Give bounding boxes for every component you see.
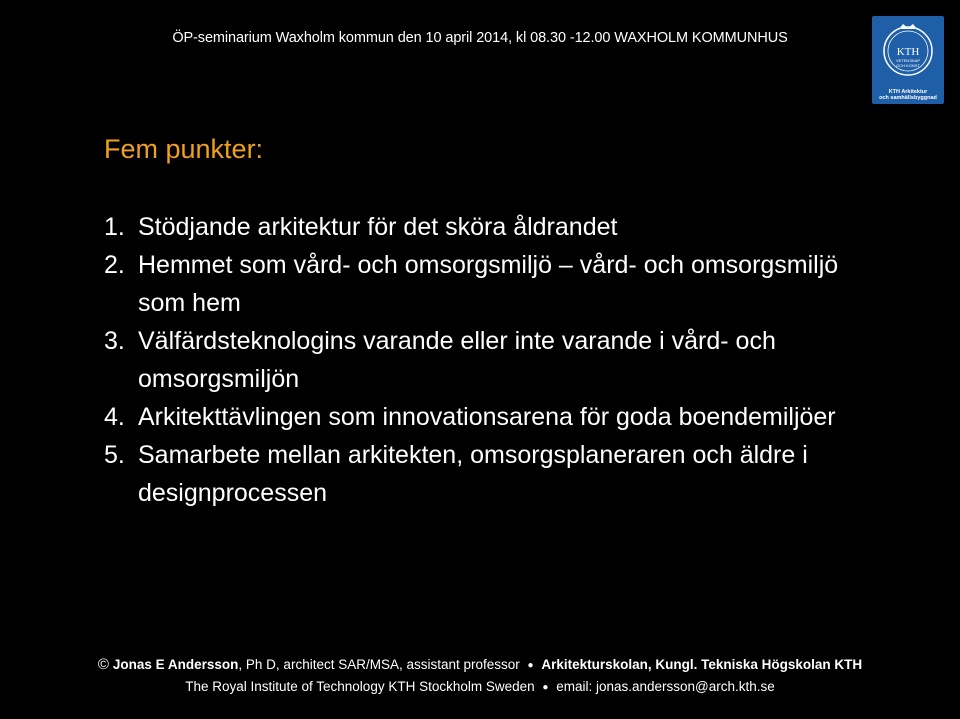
- item-text: Välfärdsteknologins varande eller inte varande i vård- och omsorgsmiljön: [138, 327, 776, 393]
- bullet-icon: ●: [542, 682, 549, 693]
- logo-line1: VETENSKAP: [895, 58, 921, 63]
- school-name: Arkitekturskolan, Kungl. Tekniska Högskolan KTH: [541, 657, 863, 672]
- logo-line2: OCH KONST: [896, 63, 920, 68]
- footer-author-line: [0, 656, 960, 673]
- list-item: [104, 436, 864, 512]
- item-number: 1.: [104, 213, 125, 241]
- item-number: 3.: [104, 327, 125, 355]
- copyright-icon: ©: [97, 656, 109, 673]
- seminar-header: ÖP-seminarium Waxholm kommun den 10 april 2014, kl 08.30 -12.00 WAXHOLM KOMMUNHUS: [172, 30, 788, 46]
- item-number: 4.: [104, 403, 125, 431]
- footer-contact-line: [0, 679, 960, 694]
- list-item: [104, 398, 864, 436]
- item-text: Samarbete mellan arkitekten, omsorgsplaneraren och äldre i designprocessen: [138, 441, 808, 507]
- list-item: [104, 322, 864, 398]
- item-number: 2.: [104, 251, 125, 279]
- item-text: Arkitekttävlingen som innovationsarena för goda boendemiljöer: [138, 403, 836, 431]
- logo-kth-text: KTH: [896, 46, 920, 58]
- item-number: 5.: [104, 441, 125, 469]
- author-email: email: jonas.andersson@arch.kth.se: [556, 679, 775, 694]
- slide-heading: Fem punkter:: [104, 134, 264, 164]
- author-name: Jonas E Andersson: [112, 657, 239, 672]
- list-item: [104, 208, 864, 246]
- points-list: [104, 208, 864, 512]
- logo-caption: [872, 89, 944, 101]
- logo-caption-1: KTH Arkitektur: [888, 89, 928, 95]
- item-text: Stödjande arkitektur för det sköra åldrandet: [138, 213, 618, 241]
- author-title: , Ph D, architect SAR/MSA, assistant professor: [238, 657, 520, 672]
- list-item: [104, 246, 864, 322]
- bullet-icon: ●: [527, 660, 534, 671]
- logo-caption-2: och samhällsbyggnad: [879, 95, 937, 101]
- kth-crest-icon: [872, 16, 944, 88]
- item-text: Hemmet som vård- och omsorgsmiljö – vård- och omsorgsmiljö som hem: [138, 251, 839, 317]
- institute-name: The Royal Institute of Technology KTH Stockholm Sweden: [185, 679, 535, 694]
- kth-logo: [872, 16, 944, 104]
